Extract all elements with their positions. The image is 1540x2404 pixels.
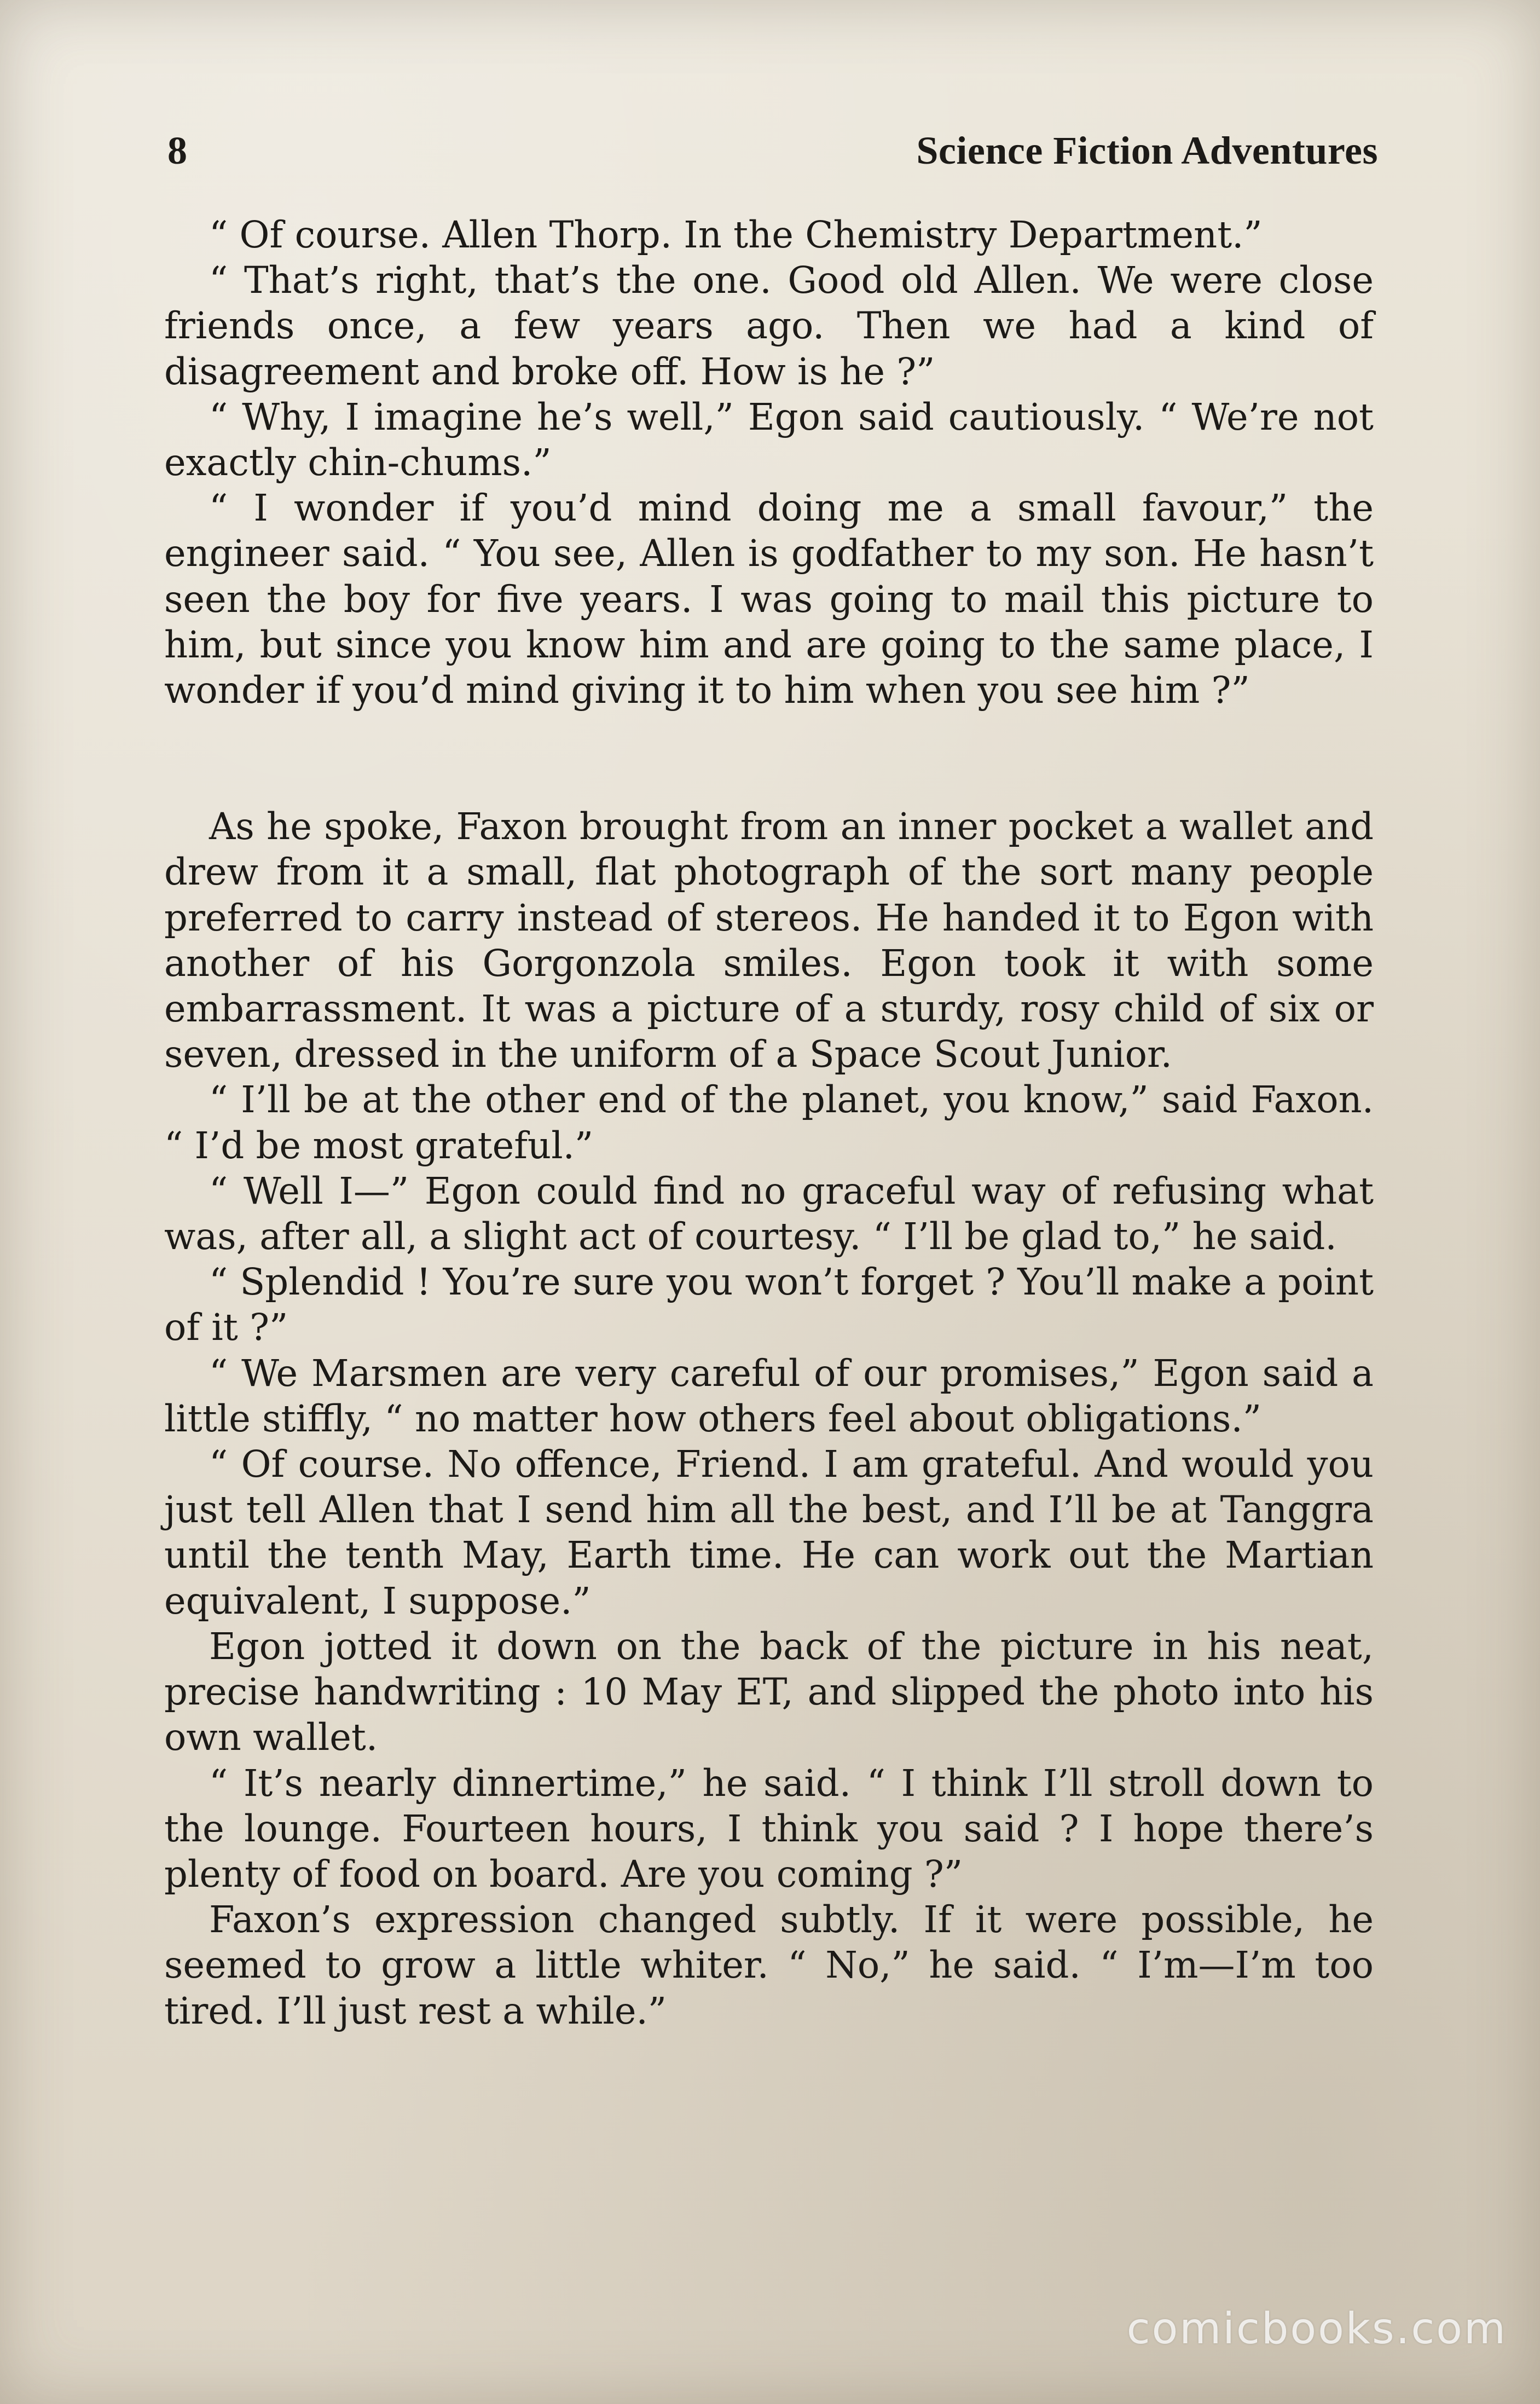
watermark: comicbooks.com <box>1126 2304 1507 2354</box>
paragraph: “ I wonder if you’d mind doing me a small favour,” the engineer said. “ You see, Allen is godfather to my son. He hasn’t seen the boy for five years. I was going to mail this picture to him, but since you know him and are going to the same place, I wonder if you’d mind giving it to him when you see him ?” <box>164 487 1374 712</box>
paragraph: “ Well I—” Egon could find no graceful way of refusing what was, after all, a slight act of courtesy. “ I’ll be glad to,” he said. <box>164 1169 1374 1258</box>
paragraph: “ Of course. No offence, Friend. I am grateful. And would you just tell Allen that I send him all the best, and I’ll be at Tanggra until the tenth May, Earth time. He can work out the Martian equivalent, I suppose.” <box>164 1443 1374 1622</box>
paragraph: “ I’ll be at the other end of the planet, you know,” said Faxon. “ I’d be most grateful.” <box>164 1078 1374 1167</box>
running-title: Science Fiction Adventures <box>916 129 1378 172</box>
page-number: 8 <box>167 129 187 172</box>
paragraph: “ Why, I imagine he’s well,” Egon said cautiously. “ We’re not exactly chin-chums.” <box>164 395 1374 484</box>
paragraph: “ That’s right, that’s the one. Good old Allen. We were close friends once, a few years ago. Then we had a kind of disagreement and broke off. How is he ?” <box>164 259 1374 393</box>
paragraph: Egon jotted it down on the back of the picture in his neat, precise handwriting : 10 May ET, and slipped the photo into his own wallet. <box>164 1625 1374 1759</box>
paragraph-section-start: As he spoke, Faxon brought from an inner pocket a wallet and drew from it a small, flat photograph of the sort many people preferred to carry instead of stereos. He handed it to Egon with another of his Gorgonzola smiles. Egon took it with some embarrassment. It was a picture of a sturdy, rosy child of six or seven, dressed in the uniform of a Space Scout Junior. <box>164 805 1374 1076</box>
paragraph: “ Of course. Allen Thorp. In the Chemistry Department.” <box>209 213 1263 256</box>
paragraph: “ It’s nearly dinnertime,” he said. “ I think I’ll stroll down to the lounge. Fourteen hours, I think you said ? I hope there’s plenty of food on board. Are you coming ?” <box>164 1761 1374 1896</box>
body-text <box>164 212 1374 2034</box>
paragraph: “ We Marsmen are very careful of our promises,” Egon said a little stiffly, “ no matter how others feel about obligations.” <box>164 1351 1374 1440</box>
paragraph: Faxon’s expression changed subtly. If it were possible, he seemed to grow a little whiter. “ No,” he said. “ I’m—I’m too tired. I’ll just rest a while.” <box>164 1898 1374 2032</box>
paragraph: “ Splendid ! You’re sure you won’t forget ? You’ll make a point of it ?” <box>164 1261 1374 1349</box>
running-head <box>167 123 1378 178</box>
